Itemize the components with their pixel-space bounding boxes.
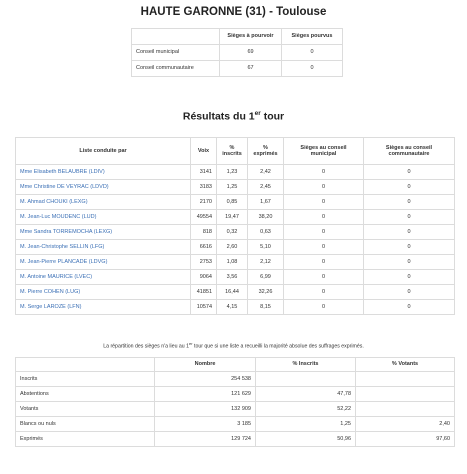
candidate-link[interactable]: M. Jean-Pierre PLANCADE (LDVG)	[16, 255, 191, 270]
results-header-seats-communautaire: Sièges au conseil communautaire	[364, 138, 455, 165]
candidate-link[interactable]: M. Jean-Luc MOUDENC (LUD)	[16, 210, 191, 225]
seats-table	[131, 28, 343, 77]
seats-municipal-cell: 0	[284, 225, 364, 240]
summary-table	[15, 357, 455, 447]
summary-header-pct-voters: % Votants	[356, 358, 455, 372]
seats-municipal-cell: 0	[284, 165, 364, 180]
pct-registered-cell: 16,44	[217, 285, 248, 300]
table-row	[16, 285, 455, 300]
candidate-link[interactable]: M. Antoine MAURICE (LVEC)	[16, 270, 191, 285]
seats-communautaire-cell: 0	[364, 285, 455, 300]
summary-pct-registered: 50,96	[256, 432, 356, 447]
seats-communautaire-cell: 0	[364, 210, 455, 225]
seats-header-row	[132, 29, 343, 45]
candidate-link[interactable]: M. Serge LAROZE (LFN)	[16, 300, 191, 315]
table-row	[16, 165, 455, 180]
results-header-pct-registered: % inscrits	[217, 138, 248, 165]
seats-communautaire-cell: 0	[364, 300, 455, 315]
candidate-link[interactable]: M. Pierre COHEN (LUG)	[16, 285, 191, 300]
pct-registered-cell: 3,56	[217, 270, 248, 285]
summary-pct-voters	[356, 387, 455, 402]
summary-pct-voters	[356, 372, 455, 387]
seats-row-communautaire	[132, 61, 343, 77]
votes-cell: 818	[191, 225, 217, 240]
summary-pct-voters	[356, 402, 455, 417]
summary-pct-registered	[256, 372, 356, 387]
candidate-link[interactable]: Mme Sandra TORREMOCHA (LEXG)	[16, 225, 191, 240]
pct-registered-cell: 1,25	[217, 180, 248, 195]
seats-municipal-cell: 0	[284, 180, 364, 195]
results-title	[0, 110, 467, 123]
pct-registered-cell: 0,32	[217, 225, 248, 240]
summary-header-count: Nombre	[155, 358, 256, 372]
seats-cell: Conseil municipal	[132, 45, 220, 61]
seats-municipal-cell: 0	[284, 270, 364, 285]
seats-cell: 0	[282, 61, 343, 77]
pct-expressed-cell: 2,45	[248, 180, 284, 195]
results-header-pct-expressed: % exprimés	[248, 138, 284, 165]
summary-count: 121 629	[155, 387, 256, 402]
results-header-seats-municipal: Sièges au conseil municipal	[284, 138, 364, 165]
pct-registered-cell: 4,15	[217, 300, 248, 315]
seats-communautaire-cell: 0	[364, 195, 455, 210]
seats-communautaire-cell: 0	[364, 225, 455, 240]
summary-count: 132 909	[155, 402, 256, 417]
table-row	[16, 180, 455, 195]
votes-cell: 2753	[191, 255, 217, 270]
summary-header-row	[16, 358, 455, 372]
candidate-link[interactable]: M. Ahmad CHOUKI (LEXG)	[16, 195, 191, 210]
seats-communautaire-cell: 0	[364, 180, 455, 195]
pct-registered-cell: 2,60	[217, 240, 248, 255]
note-prefix: La répartition des sièges n'a lieu au 1	[103, 343, 190, 350]
results-table	[15, 137, 455, 315]
seats-row-municipal	[132, 45, 343, 61]
page-title: HAUTE GARONNE (31) - Toulouse	[140, 6, 327, 18]
pct-registered-cell: 1,23	[217, 165, 248, 180]
candidate-link[interactable]: Mme Christine DE VEYRAC (LDVD)	[16, 180, 191, 195]
pct-expressed-cell: 8,15	[248, 300, 284, 315]
table-row	[16, 240, 455, 255]
summary-label: Abstentions	[16, 387, 155, 402]
summary-label: Blancs ou nuls	[16, 417, 155, 432]
summary-pct-voters: 2,40	[356, 417, 455, 432]
seats-municipal-cell: 0	[284, 210, 364, 225]
summary-count: 254 538	[155, 372, 256, 387]
summary-count: 3 185	[155, 417, 256, 432]
table-row	[16, 402, 455, 417]
pct-expressed-cell: 5,10	[248, 240, 284, 255]
seats-municipal-cell: 0	[284, 285, 364, 300]
results-header-row	[16, 138, 455, 165]
table-row	[16, 417, 455, 432]
seats-communautaire-cell: 0	[364, 165, 455, 180]
summary-label: Exprimés	[16, 432, 155, 447]
summary-count: 129 724	[155, 432, 256, 447]
pct-expressed-cell: 1,67	[248, 195, 284, 210]
table-row	[16, 300, 455, 315]
pct-registered-cell: 19,47	[217, 210, 248, 225]
seats-municipal-cell: 0	[284, 240, 364, 255]
votes-cell: 9064	[191, 270, 217, 285]
seats-cell: 69	[220, 45, 282, 61]
seats-communautaire-cell: 0	[364, 255, 455, 270]
seats-header-empty	[132, 29, 220, 45]
table-row	[16, 387, 455, 402]
summary-header-pct-registered: % Inscrits	[256, 358, 356, 372]
candidate-link[interactable]: M. Jean-Christophe SELLIN (LFG)	[16, 240, 191, 255]
pct-registered-cell: 1,08	[217, 255, 248, 270]
note-suffix: tour que si une liste a recueilli la majorité absolue des suffrages exprimés.	[192, 343, 364, 350]
results-title-suffix: tour	[260, 110, 285, 123]
summary-pct-registered: 1,25	[256, 417, 356, 432]
seats-municipal-cell: 0	[284, 300, 364, 315]
seats-cell: 0	[282, 45, 343, 61]
table-row	[16, 195, 455, 210]
summary-pct-voters: 97,60	[356, 432, 455, 447]
table-row	[16, 432, 455, 447]
summary-header-empty	[16, 358, 155, 372]
table-row	[16, 372, 455, 387]
pct-expressed-cell: 0,63	[248, 225, 284, 240]
votes-cell: 3183	[191, 180, 217, 195]
seats-header-filled: Sièges pourvus	[282, 29, 343, 45]
seats-municipal-cell: 0	[284, 195, 364, 210]
seats-header-to-fill: Sièges à pourvoir	[220, 29, 282, 45]
summary-pct-registered: 47,78	[256, 387, 356, 402]
votes-cell: 6616	[191, 240, 217, 255]
seat-allocation-note	[0, 341, 467, 350]
votes-cell: 41851	[191, 285, 217, 300]
summary-pct-registered: 52,22	[256, 402, 356, 417]
votes-cell: 10574	[191, 300, 217, 315]
pct-expressed-cell: 2,42	[248, 165, 284, 180]
votes-cell: 2170	[191, 195, 217, 210]
seats-cell: 67	[220, 61, 282, 77]
seats-municipal-cell: 0	[284, 255, 364, 270]
results-header-list: Liste conduite par	[16, 138, 191, 165]
candidate-link[interactable]: Mme Elisabeth BELAUBRE (LDIV)	[16, 165, 191, 180]
seats-cell: Conseil communautaire	[132, 61, 220, 77]
pct-expressed-cell: 2,12	[248, 255, 284, 270]
pct-expressed-cell: 38,20	[248, 210, 284, 225]
results-title-prefix: Résultats du 1	[182, 110, 255, 123]
seats-communautaire-cell: 0	[364, 240, 455, 255]
summary-label: Votants	[16, 402, 155, 417]
table-row	[16, 270, 455, 285]
table-row	[16, 255, 455, 270]
results-header-votes: Voix	[191, 138, 217, 165]
results-title-sup: er	[254, 110, 261, 117]
table-row	[16, 210, 455, 225]
seats-communautaire-cell: 0	[364, 270, 455, 285]
votes-cell: 3141	[191, 165, 217, 180]
pct-expressed-cell: 6,99	[248, 270, 284, 285]
note-sup: er	[189, 341, 193, 346]
votes-cell: 49554	[191, 210, 217, 225]
pct-registered-cell: 0,85	[217, 195, 248, 210]
table-row	[16, 225, 455, 240]
pct-expressed-cell: 32,26	[248, 285, 284, 300]
summary-label: Inscrits	[16, 372, 155, 387]
